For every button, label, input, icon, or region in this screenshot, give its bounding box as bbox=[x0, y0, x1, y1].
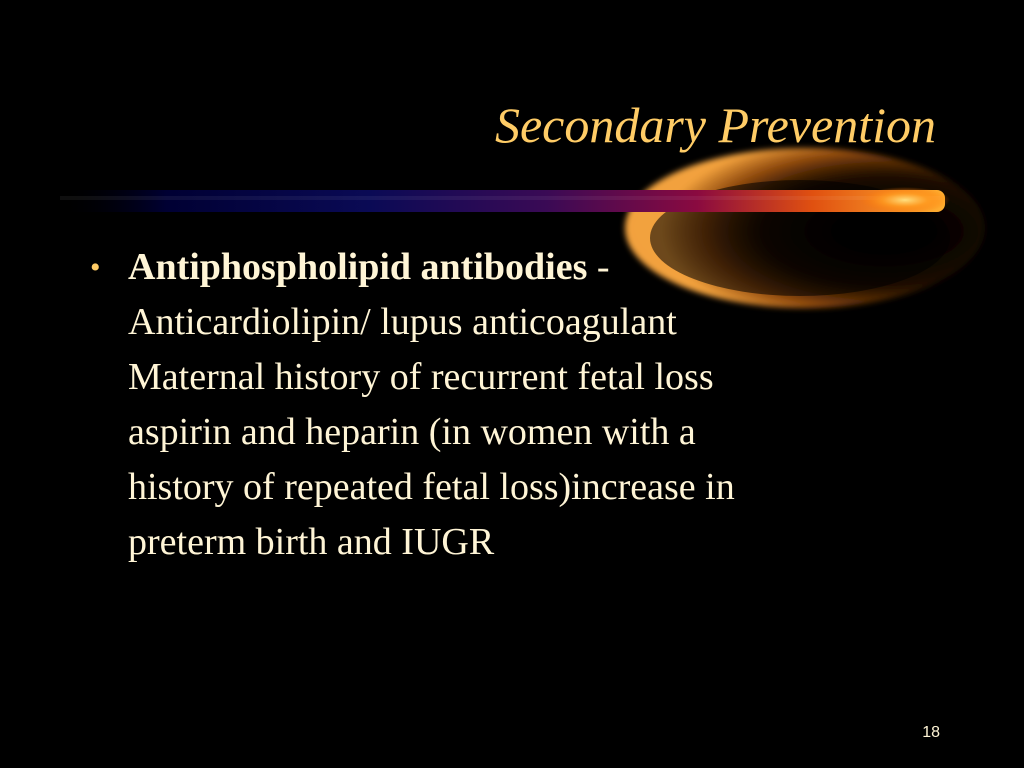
bullet-line: preterm birth and IUGR bbox=[128, 521, 495, 563]
bullet-separator: - bbox=[587, 246, 610, 288]
bullet-line: Anticardiolipin/ lupus anticoagulant bbox=[128, 301, 677, 343]
bullet-line: history of repeated fetal loss)increase in bbox=[128, 466, 735, 508]
slide-title: Secondary Prevention bbox=[494, 97, 936, 153]
page-number: 18 bbox=[922, 724, 940, 741]
bullet-line: Maternal history of recurrent fetal loss bbox=[128, 356, 714, 398]
bullet-line: aspirin and heparin (in women with a bbox=[128, 411, 696, 453]
bullet-term: Antiphospholipid antibodies bbox=[128, 246, 588, 288]
bullet-item bbox=[90, 240, 880, 570]
slide-body bbox=[90, 240, 880, 570]
bullet-icon: • bbox=[90, 251, 101, 284]
